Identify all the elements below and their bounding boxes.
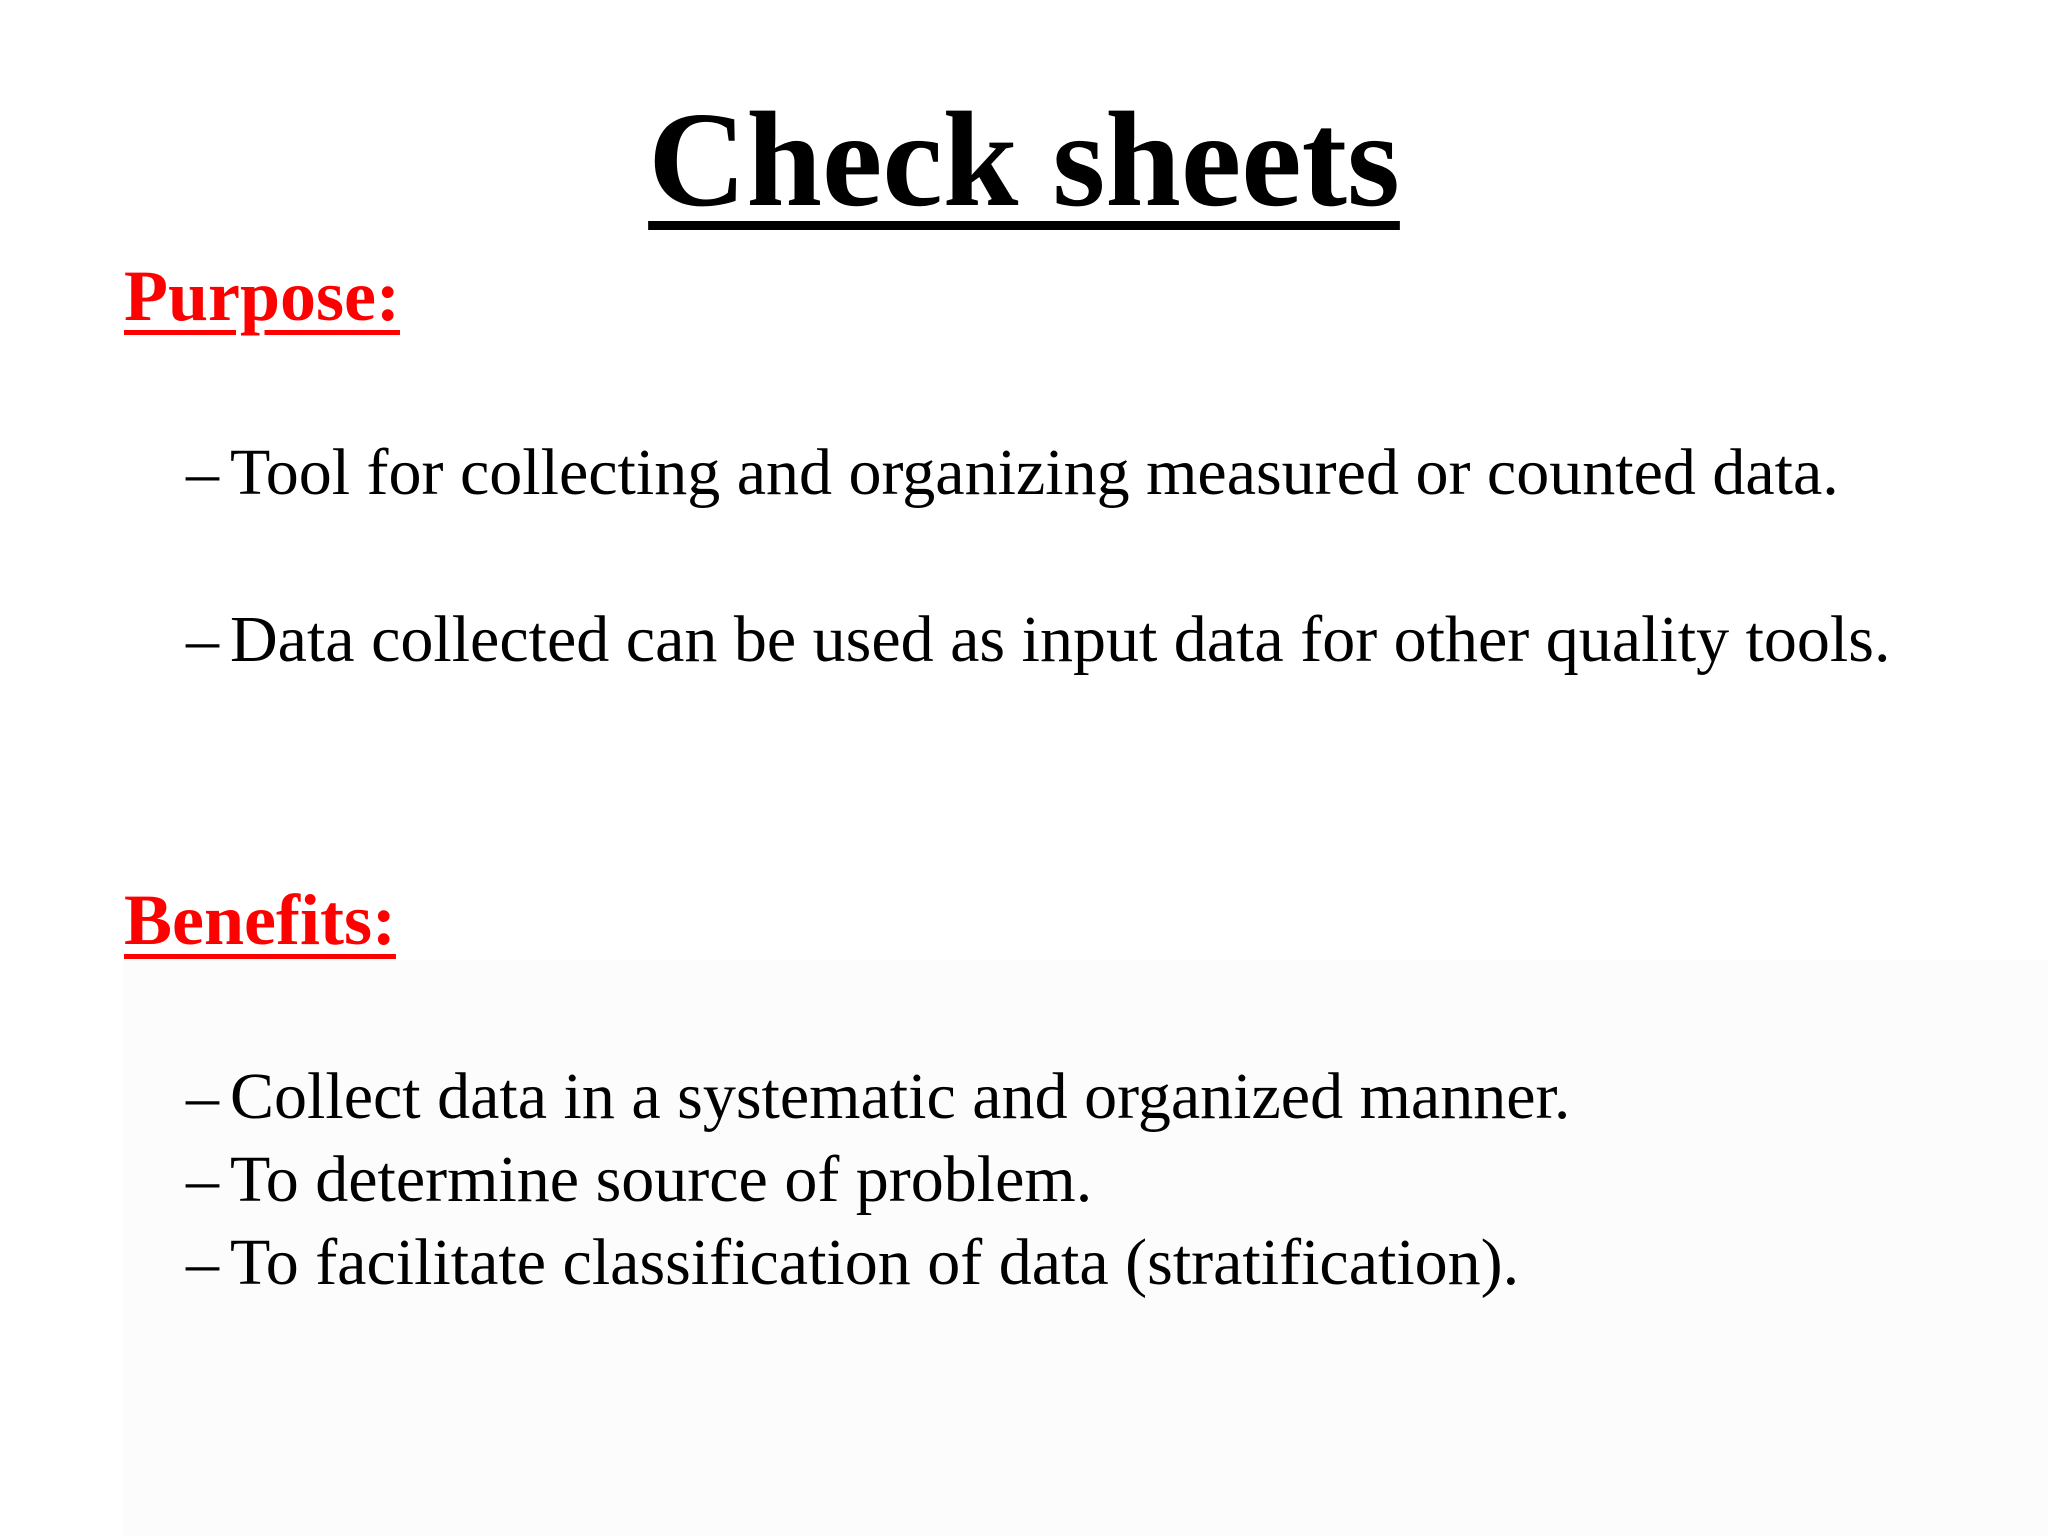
benefits-item-1	[186, 1060, 1946, 1133]
benefits-heading: Benefits:	[124, 880, 396, 960]
purpose-heading: Purpose:	[124, 256, 400, 336]
bullet-dash: –	[186, 1226, 219, 1299]
benefits-item-3	[186, 1226, 1946, 1299]
bullet-dash: –	[186, 1060, 219, 1133]
purpose-item-1-text: Tool for collecting and organizing measured or counted data.	[230, 436, 1839, 509]
purpose-item-2	[186, 603, 1946, 676]
slide-title	[0, 85, 2048, 235]
purpose-item-1	[186, 436, 1946, 509]
benefits-item-3-text: To facilitate classification of data (stratification).	[230, 1226, 1520, 1299]
benefits-item-2-text: To determine source of problem.	[230, 1143, 1093, 1216]
benefits-item-1-text: Collect data in a systematic and organized manner.	[230, 1060, 1571, 1133]
bullet-dash: –	[186, 436, 219, 509]
benefits-item-2	[186, 1143, 1946, 1216]
purpose-item-2-text: Data collected can be used as input data for other quality tools.	[230, 603, 1891, 676]
bullet-dash: –	[186, 603, 219, 676]
slide-title-text: Check sheets	[648, 85, 1400, 235]
bullet-dash: –	[186, 1143, 219, 1216]
